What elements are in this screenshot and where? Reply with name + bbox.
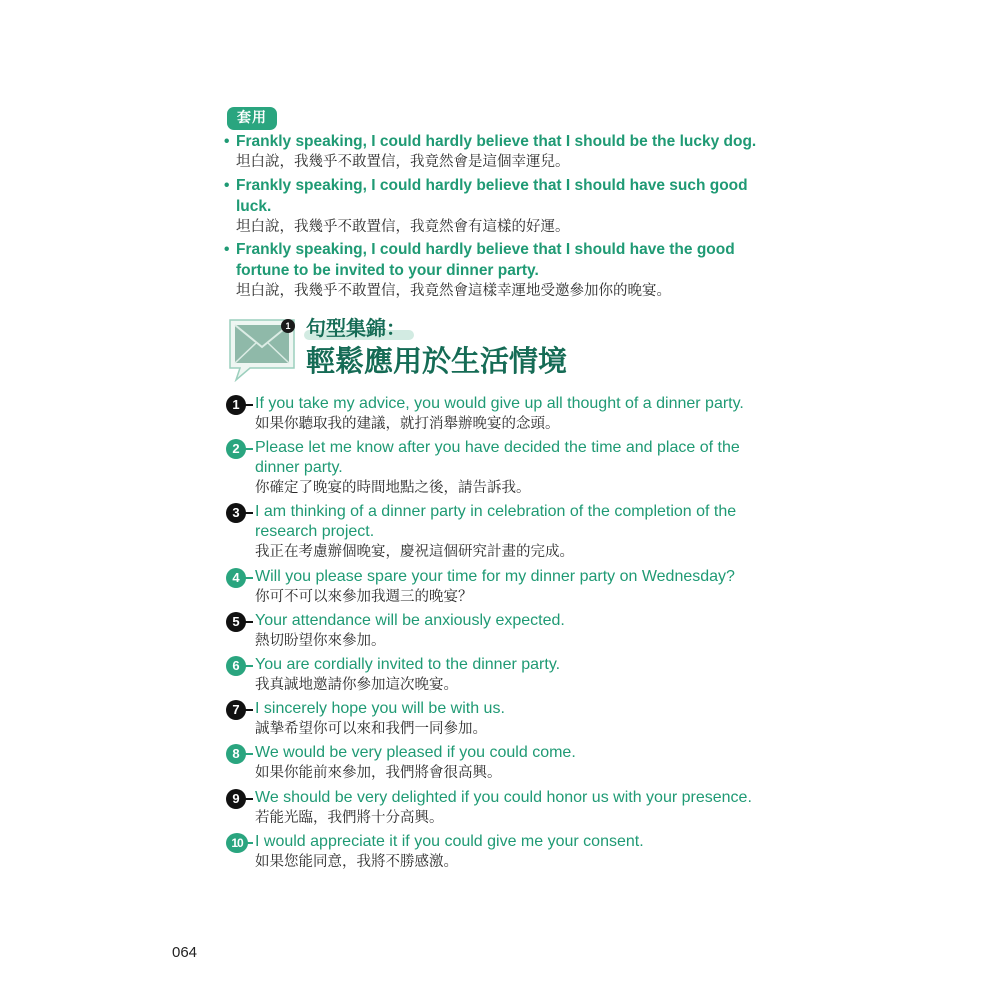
sentence-en: If you take my advice, you would give up all thought of a dinner party. (255, 395, 744, 412)
usage-example-zh: 坦白說，我幾乎不敢置信，我竟然會是這個幸運兒。 (236, 154, 570, 170)
sentence-item-6 (226, 655, 786, 695)
sentence-zh: 誠摯希望你可以來和我們一同參加。 (255, 721, 487, 737)
sentence-item-7 (226, 699, 786, 739)
usage-example-2: • Frankly speaking, I could hardly believe that I should have such good luck. 坦白說，我幾乎不敢置信，我竟然會有這樣的好運。 (224, 175, 784, 237)
number-badge: 6 (226, 656, 246, 676)
sentence-en: I am thinking of a dinner party in celebration of the completion of the (255, 503, 737, 520)
section-badge: 1 (281, 319, 295, 333)
sentence-item-3 (226, 502, 786, 562)
number-badge: 9 (226, 789, 246, 809)
sentence-zh: 如果你聽取我的建議，就打消舉辦晚宴的念頭。 (255, 416, 560, 432)
sentence-zh: 如果您能同意，我將不勝感激。 (255, 854, 458, 870)
sentence-en: Your attendance will be anxiously expected. (255, 612, 565, 629)
sentence-item-9 (226, 788, 786, 828)
sentence-en: Will you please spare your time for my dinner party on Wednesday? (255, 568, 735, 585)
number-badge: 8 (226, 744, 246, 764)
page-number: 064 (172, 944, 198, 961)
sentence-item-5 (226, 611, 786, 651)
number-badge: 1 (226, 395, 246, 415)
sentence-item-4 (226, 567, 786, 607)
sentence-zh: 若能光臨，我們將十分高興。 (255, 810, 444, 826)
sentence-en-cont: research project. (255, 523, 375, 540)
usage-example-1: • Frankly speaking, I could hardly believe that I should be the lucky dog. 坦白說，我幾乎不敢置信，我竟然會是這個幸運兒。 (224, 131, 784, 172)
sentence-en: We should be very delighted if you could honor us with your presence. (255, 789, 752, 806)
usage-tag: 套用 (227, 107, 277, 130)
sentence-item-2 (226, 438, 786, 498)
usage-example-zh: 坦白說，我幾乎不敢置信，我竟然會這樣幸運地受邀參加你的晚宴。 (236, 283, 671, 299)
section-subtitle: 輕鬆應用於生活情境 (306, 344, 568, 378)
number-badge: 2 (226, 439, 246, 459)
number-badge: 5 (226, 612, 246, 632)
sentence-en: I sincerely hope you will be with us. (255, 700, 505, 717)
number-badge: 10 (226, 833, 248, 853)
usage-example-en: Frankly speaking, I could hardly believe that I should have such good (236, 177, 748, 194)
usage-example-en-cont: fortune to be invited to your dinner party. (236, 262, 539, 279)
usage-example-en: Frankly speaking, I could hardly believe that I should have the good (236, 241, 735, 258)
sentence-en: You are cordially invited to the dinner party. (255, 656, 561, 673)
sentence-item-1 (226, 394, 786, 434)
usage-example-en-cont: luck. (236, 198, 272, 215)
sentence-en: Please let me know after you have decided the time and place of the (255, 439, 740, 456)
usage-example-3: • Frankly speaking, I could hardly believe that I should have the good fortune to be invited to your dinner party. 坦白說，我幾乎不敢置信，我竟然會這樣幸運地受邀參加你的晚宴。 (224, 239, 784, 301)
sentence-zh: 我真誠地邀請你參加這次晚宴。 (255, 677, 458, 693)
section-title: 句型集錦： (306, 316, 406, 340)
sentence-zh: 你可不可以來參加我週三的晚宴？ (255, 589, 473, 605)
sentence-en-cont: dinner party. (255, 459, 343, 476)
sentence-en: We would be very pleased if you could come. (255, 744, 576, 761)
usage-example-en: Frankly speaking, I could hardly believe that I should be the lucky dog. (236, 133, 757, 150)
sentence-en: I would appreciate it if you could give me your consent. (255, 833, 644, 850)
sentence-item-10 (226, 832, 786, 872)
sentence-zh: 你確定了晚宴的時間地點之後，請告訴我。 (255, 480, 531, 496)
sentence-zh: 熱切盼望你來參加。 (255, 633, 386, 649)
sentence-item-8 (226, 743, 786, 783)
usage-example-zh: 坦白說，我幾乎不敢置信，我竟然會有這樣的好運。 (236, 219, 570, 235)
number-badge: 4 (226, 568, 246, 588)
number-badge: 3 (226, 503, 246, 523)
number-badge: 7 (226, 700, 246, 720)
sentence-zh: 我正在考慮辦個晚宴，慶祝這個研究計畫的完成。 (255, 544, 574, 560)
sentence-zh: 如果你能前來參加，我們將會很高興。 (255, 765, 502, 781)
